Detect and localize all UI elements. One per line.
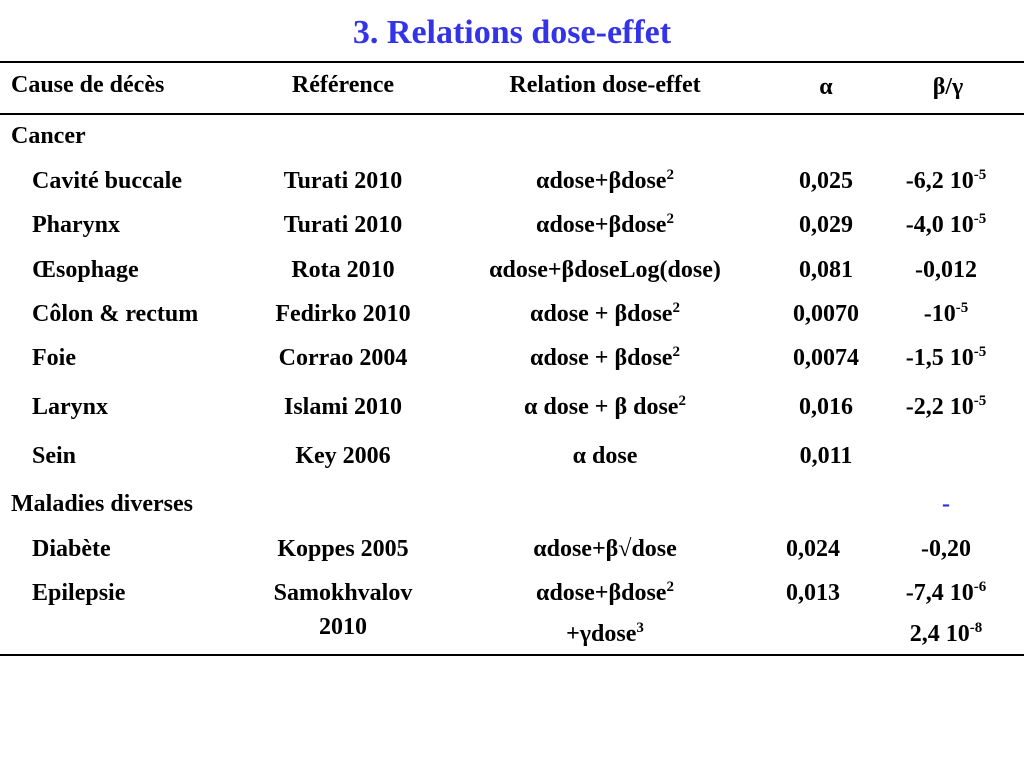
header-relation: Relation dose-effet	[509, 72, 701, 98]
relation-cell: αdose+β√dose	[533, 536, 677, 562]
cause-cell: Pharynx	[32, 212, 121, 238]
header-reference: Référence	[291, 72, 395, 98]
cause-cell: Foie	[32, 345, 76, 371]
header-cause: Cause de décès	[11, 72, 165, 98]
reference-cell: Corrao 2004	[278, 345, 408, 371]
reference-cell: Key 2006	[295, 443, 391, 469]
beta-gamma-cell: -6,2 $10^{-5}$	[905, 167, 987, 194]
reference-cell: Fedirko 2010	[275, 301, 411, 327]
relation-cell: αdose+βdoseLog(dose)	[489, 257, 721, 283]
beta-gamma-cell: -1,5 $10^{-5}$	[905, 344, 987, 371]
alpha-cell: 0,029	[799, 212, 853, 238]
group-marker: -	[942, 491, 950, 517]
relation-cell: α dose	[572, 443, 638, 469]
header-bottom-rule	[0, 113, 1024, 115]
alpha-cell: 0,011	[799, 443, 853, 469]
reference-cell: Rota 2010	[291, 257, 395, 283]
header-beta-gamma: β/γ	[932, 74, 964, 100]
reference-cell: Koppes 2005	[277, 536, 409, 562]
beta-gamma-cell: -0,012	[915, 257, 977, 283]
beta-gamma-cell: -2,2 $10^{-5}$	[905, 393, 987, 420]
beta-gamma-cell: -4,0 $10^{-5}$	[905, 211, 987, 238]
alpha-cell: 0,016	[799, 394, 853, 420]
beta-gamma-cell: -7,4 $10^{-6}$	[905, 579, 987, 606]
cause-cell: Epilepsie	[32, 580, 126, 606]
beta-gamma-cell: $-10^{-5}$	[923, 300, 969, 327]
cause-cell: Larynx	[32, 394, 109, 420]
alpha-cell: 0,025	[799, 168, 853, 194]
cause-cell: Diabète	[32, 536, 111, 562]
table-top-rule	[0, 61, 1024, 63]
relation-cell: αdose + βdose$^2$	[530, 344, 680, 371]
relation-cell: αdose+βdose$^2$	[536, 167, 674, 194]
epilepsie-reference-line2: 2010	[319, 614, 367, 640]
alpha-cell: 0,024	[786, 536, 840, 562]
alpha-cell: 0,013	[786, 580, 840, 606]
slide-title: 3. Relations dose-effet	[352, 14, 672, 51]
alpha-cell: 0,0074	[793, 345, 859, 371]
relation-cell: αdose+βdose$^2$	[536, 211, 674, 238]
beta-gamma-cell: -0,20	[921, 536, 971, 562]
group-label-cancer: Cancer	[11, 123, 86, 149]
reference-cell: Islami 2010	[283, 394, 403, 420]
relation-cell: αdose+βdose$^2$	[536, 579, 674, 606]
cause-cell: Sein	[32, 443, 77, 469]
cause-cell: Cavité buccale	[32, 168, 182, 194]
reference-cell: Turati 2010	[283, 212, 403, 238]
relation-cell: αdose + βdose$^2$	[530, 300, 680, 327]
group-label-maladies: Maladies diverses	[11, 491, 193, 517]
relation-cell: α dose + β dose$^2$	[524, 393, 686, 420]
alpha-cell: 0,0070	[793, 301, 859, 327]
reference-cell: Samokhvalov	[273, 580, 413, 606]
epilepsie-relation-line2: +γdose$^3$	[566, 620, 644, 647]
header-alpha: α	[819, 74, 833, 100]
table-bottom-rule	[0, 654, 1024, 656]
epilepsie-bg-line2: 2,4 $10^{-8}$	[909, 620, 983, 647]
cause-cell: Côlon & rectum	[32, 301, 199, 327]
alpha-cell: 0,081	[799, 257, 853, 283]
reference-cell: Turati 2010	[283, 168, 403, 194]
cause-cell: Œsophage	[32, 257, 139, 283]
